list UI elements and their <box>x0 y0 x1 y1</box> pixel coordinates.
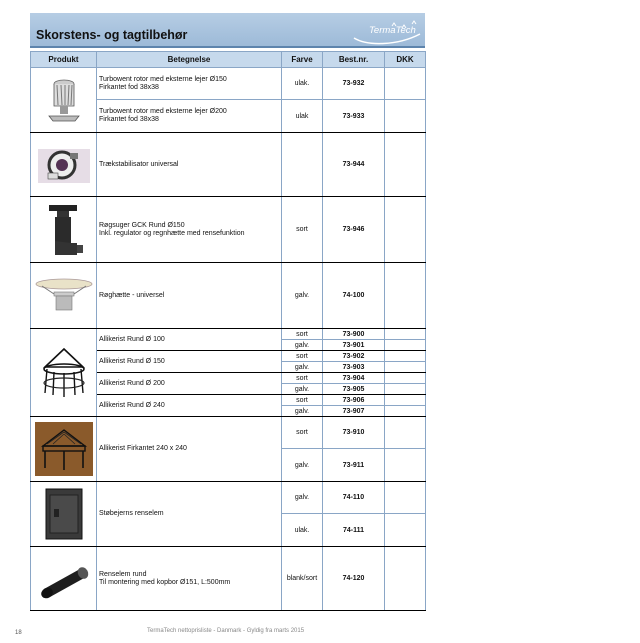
logo-text: TermaTech <box>369 25 416 36</box>
product-description <box>97 100 282 133</box>
cleanout-pipe-icon <box>34 559 94 599</box>
column-header-bestnr: Best.nr. <box>323 52 385 68</box>
description-line: Firkantet fod 38x38 <box>99 116 159 123</box>
chimney-hood-icon <box>34 276 94 316</box>
order-number-cell: 73-902 <box>323 351 385 362</box>
table-row <box>31 482 426 514</box>
price-cell <box>385 482 426 514</box>
table-row <box>31 68 426 100</box>
order-number-cell: 73-910 <box>323 417 385 449</box>
color-cell: sort <box>282 197 323 263</box>
table-row <box>31 329 426 340</box>
product-description <box>97 263 282 329</box>
price-cell <box>385 384 426 395</box>
description-line: Til montering med kopbor Ø151, L:500mm <box>99 578 231 586</box>
order-number-cell: 73-905 <box>323 384 385 395</box>
product-description <box>97 133 282 197</box>
color-cell: sort <box>282 329 323 340</box>
draft-stabilizer-icon <box>36 143 92 187</box>
price-cell <box>385 329 426 340</box>
order-number-cell: 73-901 <box>323 340 385 351</box>
footer-text: TermaTech nettoprisliste - Danmark - Gyldig fra marts 2015 <box>147 628 305 634</box>
price-cell <box>385 373 426 384</box>
color-cell: sort <box>282 417 323 449</box>
description-line: Allikerist Firkantet 240 x 240 <box>99 445 187 452</box>
product-image-cell <box>31 263 97 329</box>
order-number-cell: 73-944 <box>323 133 385 197</box>
square-spark-arrester-icon <box>35 422 93 476</box>
order-number-cell: 73-904 <box>323 373 385 384</box>
order-number-cell: 73-906 <box>323 395 385 406</box>
color-cell: sort <box>282 395 323 406</box>
description-line: Inkl. regulator og regnhætte med rensefunktion <box>99 229 245 237</box>
price-cell <box>385 514 426 547</box>
table-row <box>31 197 426 263</box>
order-number-cell: 73-903 <box>323 362 385 373</box>
section-title: Skorstens- og tagtilbehør <box>36 28 188 42</box>
price-cell <box>385 340 426 351</box>
price-cell <box>385 417 426 449</box>
order-number-cell: 73-933 <box>323 100 385 133</box>
price-cell <box>385 395 426 406</box>
color-cell: blank/sort <box>282 547 323 611</box>
color-cell: ulak. <box>282 68 323 100</box>
description-line: Røghætte - universel <box>99 291 165 299</box>
product-image-cell <box>31 482 97 547</box>
table-header-row <box>31 52 426 68</box>
order-number-cell: 74-111 <box>323 514 385 547</box>
price-cell <box>385 68 426 100</box>
product-image-cell <box>31 133 97 197</box>
description-line: Firkantet fod 38x38 <box>99 83 159 91</box>
description-line: Turbowent rotor med eksterne lejer Ø150 <box>99 75 227 83</box>
column-header-betegnelse: Betegnelse <box>97 52 282 68</box>
description-line: Trækstabilisator universal <box>99 160 179 168</box>
table-row <box>31 417 426 449</box>
product-description <box>97 417 282 482</box>
product-description: Allikerist Rund Ø 240 <box>97 395 282 417</box>
order-number-cell: 74-100 <box>323 263 385 329</box>
product-image-cell <box>31 68 97 133</box>
page-number: 18 <box>15 630 22 636</box>
smoke-extractor-icon <box>41 201 87 259</box>
description-line: Støbejerns renselem <box>99 510 164 517</box>
product-image-cell <box>31 417 97 482</box>
price-cell <box>385 449 426 482</box>
order-number-cell: 73-946 <box>323 197 385 263</box>
product-image-cell <box>31 197 97 263</box>
table-row <box>31 133 426 197</box>
color-cell: galv. <box>282 263 323 329</box>
color-cell: galv. <box>282 362 323 373</box>
product-table <box>30 51 426 611</box>
price-cell <box>385 351 426 362</box>
product-description <box>97 197 282 263</box>
price-cell <box>385 406 426 417</box>
price-cell <box>385 547 426 611</box>
order-number-cell: 73-911 <box>323 449 385 482</box>
product-description: Allikerist Rund Ø 100 <box>97 329 282 351</box>
product-description: Allikerist Rund Ø 150 <box>97 351 282 373</box>
product-description <box>97 547 282 611</box>
column-header-farve: Farve <box>282 52 323 68</box>
price-cell <box>385 263 426 329</box>
round-spark-arrester-icon <box>39 345 89 401</box>
table-row <box>31 547 426 611</box>
price-cell <box>385 197 426 263</box>
order-number-cell: 73-900 <box>323 329 385 340</box>
color-cell: sort <box>282 373 323 384</box>
product-description <box>97 68 282 100</box>
color-cell: galv. <box>282 406 323 417</box>
table-row <box>31 263 426 329</box>
product-image-cell <box>31 547 97 611</box>
price-cell <box>385 362 426 373</box>
order-number-cell: 74-120 <box>323 547 385 611</box>
product-image-cell <box>31 329 97 417</box>
product-description <box>97 482 282 547</box>
color-cell: galv. <box>282 482 323 514</box>
column-header-dkk: DKK <box>385 52 426 68</box>
chimney-fan-rotor-icon <box>41 72 87 128</box>
color-cell: ulak. <box>282 514 323 547</box>
product-description: Allikerist Rund Ø 200 <box>97 373 282 395</box>
color-cell: galv. <box>282 449 323 482</box>
description-line: Renselem rund <box>99 570 147 578</box>
description-line: Turbowent rotor med eksterne lejer Ø200 <box>99 108 227 115</box>
column-header-produkt: Produkt <box>31 52 97 68</box>
order-number-cell: 74-110 <box>323 482 385 514</box>
price-cell <box>385 133 426 197</box>
color-cell: sort <box>282 351 323 362</box>
color-cell <box>282 133 323 197</box>
order-number-cell: 73-907 <box>323 406 385 417</box>
description-line: Røgsuger GCK Rund Ø150 <box>99 221 185 229</box>
color-cell: ulak <box>282 100 323 133</box>
color-cell: galv. <box>282 340 323 351</box>
price-cell <box>385 100 426 133</box>
color-cell: galv. <box>282 384 323 395</box>
cast-iron-cleanout-icon <box>44 487 84 541</box>
order-number-cell: 73-932 <box>323 68 385 100</box>
